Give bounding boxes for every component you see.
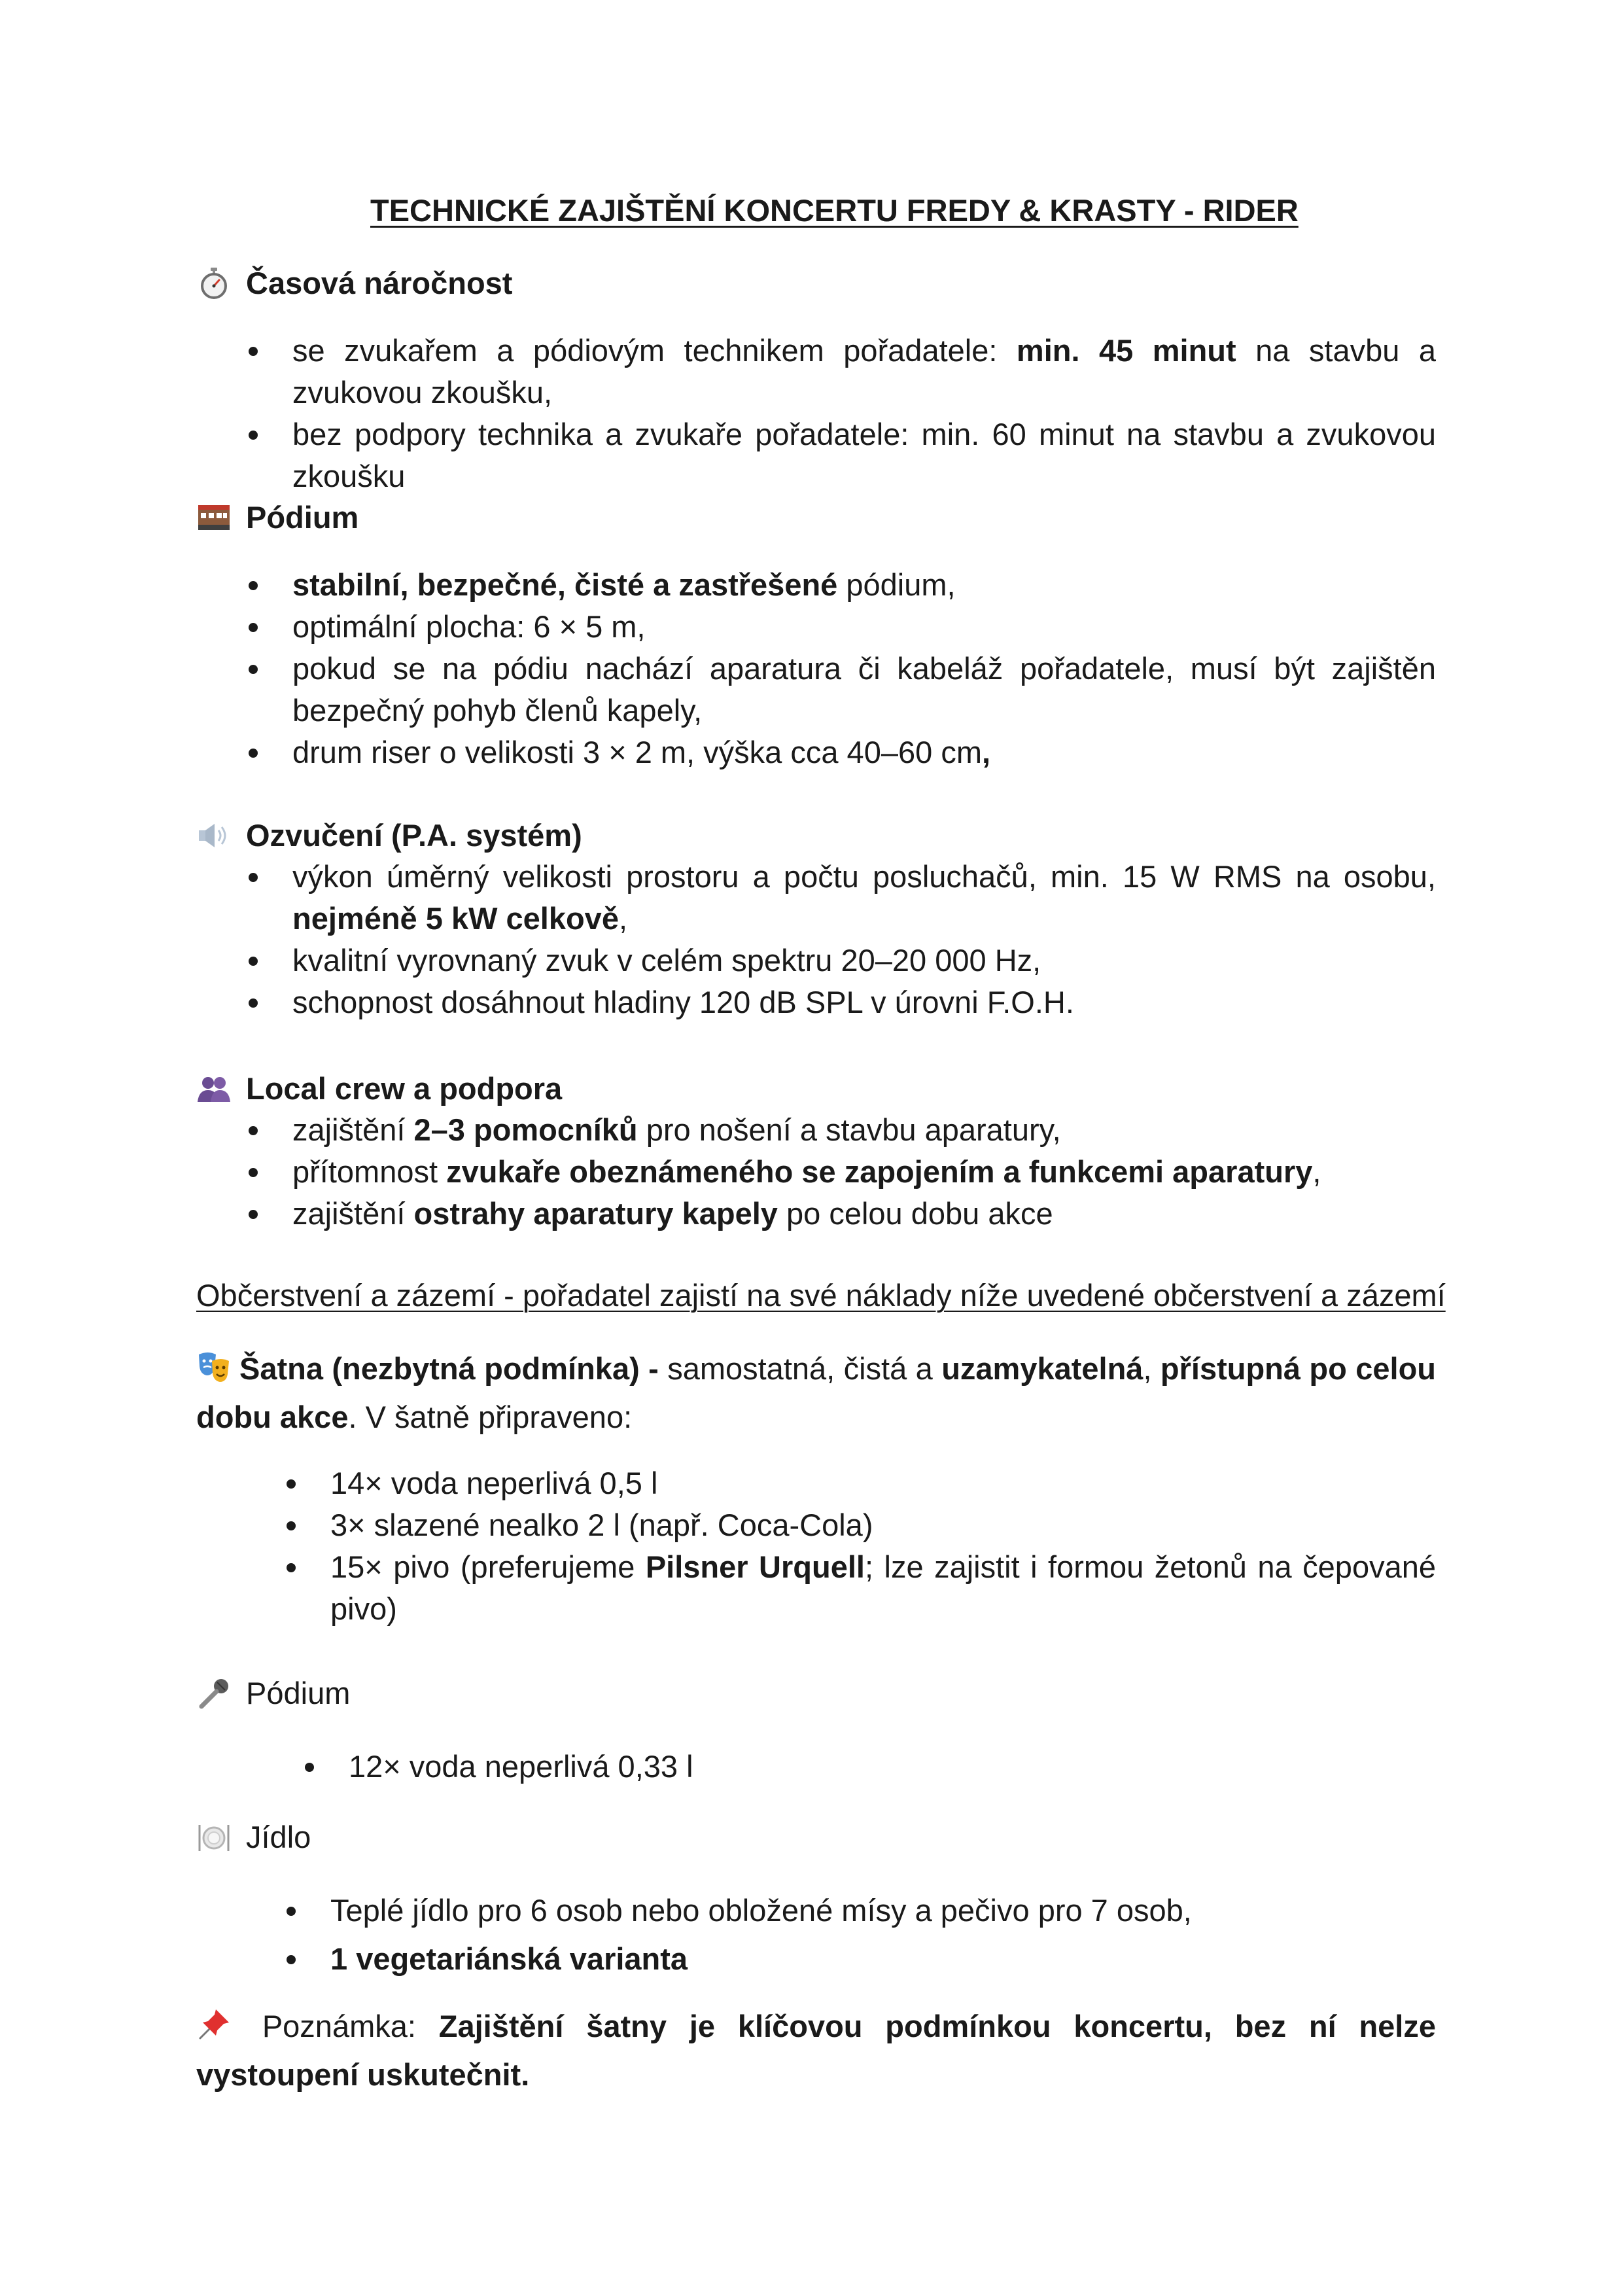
list-satna	[330, 1462, 1436, 1630]
plate-icon	[196, 1820, 232, 1855]
note-paragraph: Poznámka: Zajištění šatny je klíčovou podmínkou koncertu, bez ní nelze vystoupení uskutečnit.	[196, 2002, 1436, 2099]
stadium-icon	[196, 500, 232, 535]
section-heading-label: Jídlo	[246, 1820, 311, 1854]
list-item: Teplé jídlo pro 6 osob nebo obložené mísy a pečivo pro 7 osob,	[330, 1890, 1436, 1932]
list-item: 12× voda neperlivá 0,33 l	[349, 1746, 1436, 1788]
refreshments-heading: Občerstvení a zázemí - pořadatel zajistí na své náklady níže uvedené občerstvení a zázemí	[196, 1278, 1446, 1313]
section-heading-label: Pódium	[246, 500, 359, 535]
list-item: se zvukařem a pódiovým technikem pořadatele: min. 45 minut na stavbu a zvukovou zkoušku,	[292, 330, 1436, 414]
list-podium2	[349, 1746, 1436, 1788]
list-item: zajištění ostrahy aparatury kapely po celou dobu akce	[292, 1193, 1436, 1235]
document-title: TECHNICKÉ ZAJIŠTĚNÍ KONCERTU FREDY & KRASTY - RIDER	[370, 193, 1299, 228]
stopwatch-icon	[196, 266, 232, 301]
section-heading-ozvuceni	[196, 817, 582, 853]
speaker-icon	[196, 818, 232, 853]
section-heading-jidlo	[196, 1819, 311, 1855]
theater-masks-icon	[196, 1349, 232, 1385]
section-heading-label: Ozvučení (P.A. systém)	[246, 818, 582, 853]
section-heading-label: Pódium	[246, 1676, 351, 1710]
list-jidlo	[330, 1890, 1436, 1980]
list-item: zajištění 2–3 pomocníků pro nošení a stavbu aparatury,	[292, 1109, 1436, 1151]
list-podium	[292, 564, 1436, 773]
list-item: stabilní, bezpečné, čisté a zastřešené pódium,	[292, 564, 1436, 606]
list-item: bez podpory technika a zvukaře pořadatele: min. 60 minut na stavbu a zvukovou zkoušku	[292, 414, 1436, 497]
pushpin-icon	[196, 2007, 232, 2042]
list-item: 1 vegetariánská varianta	[330, 1938, 1436, 1980]
section-heading-casova	[196, 265, 512, 301]
list-item: kvalitní vyrovnaný zvuk v celém spektru 20–20 000 Hz,	[292, 940, 1436, 981]
list-ozvuceni	[292, 856, 1436, 1023]
section-heading-podium	[196, 499, 358, 535]
list-item: 15× pivo (preferujeme Pilsner Urquell; lze zajistit i formou žetonů na čepované pivo)	[330, 1546, 1436, 1630]
section-heading-label: Local crew a podpora	[246, 1071, 563, 1106]
list-item: 3× slazené nealko 2 l (např. Coca-Cola)	[330, 1504, 1436, 1546]
list-casova	[292, 330, 1436, 497]
list-crew	[292, 1109, 1436, 1235]
section-heading-label: Časová náročnost	[246, 266, 513, 300]
list-item: schopnost dosáhnout hladiny 120 dB SPL v úrovni F.O.H.	[292, 981, 1436, 1023]
list-item: drum riser o velikosti 3 × 2 m, výška cca 40–60 cm,	[292, 732, 1436, 773]
section-heading-crew	[196, 1070, 562, 1106]
list-item: optimální plocha: 6 × 5 m,	[292, 606, 1436, 648]
list-item: přítomnost zvukaře obeznámeného se zapojením a funkcemi aparatury,	[292, 1151, 1436, 1193]
microphone-icon	[196, 1676, 232, 1711]
list-item: pokud se na pódiu nachází aparatura či kabeláž pořadatele, musí být zajištěn bezpečný pohyb členů kapely,	[292, 648, 1436, 732]
list-item: výkon úměrný velikosti prostoru a počtu posluchačů, min. 15 W RMS na osobu, nejméně 5 kW celkově,	[292, 856, 1436, 940]
section-heading-podium2	[196, 1675, 350, 1711]
people-icon	[196, 1071, 232, 1106]
list-item: 14× voda neperlivá 0,5 l	[330, 1462, 1436, 1504]
satna-paragraph: Šatna (nezbytná podmínka) - samostatná, čistá a uzamykatelná, přístupná po celou dobu akce. V šatně připraveno:	[196, 1345, 1436, 1441]
